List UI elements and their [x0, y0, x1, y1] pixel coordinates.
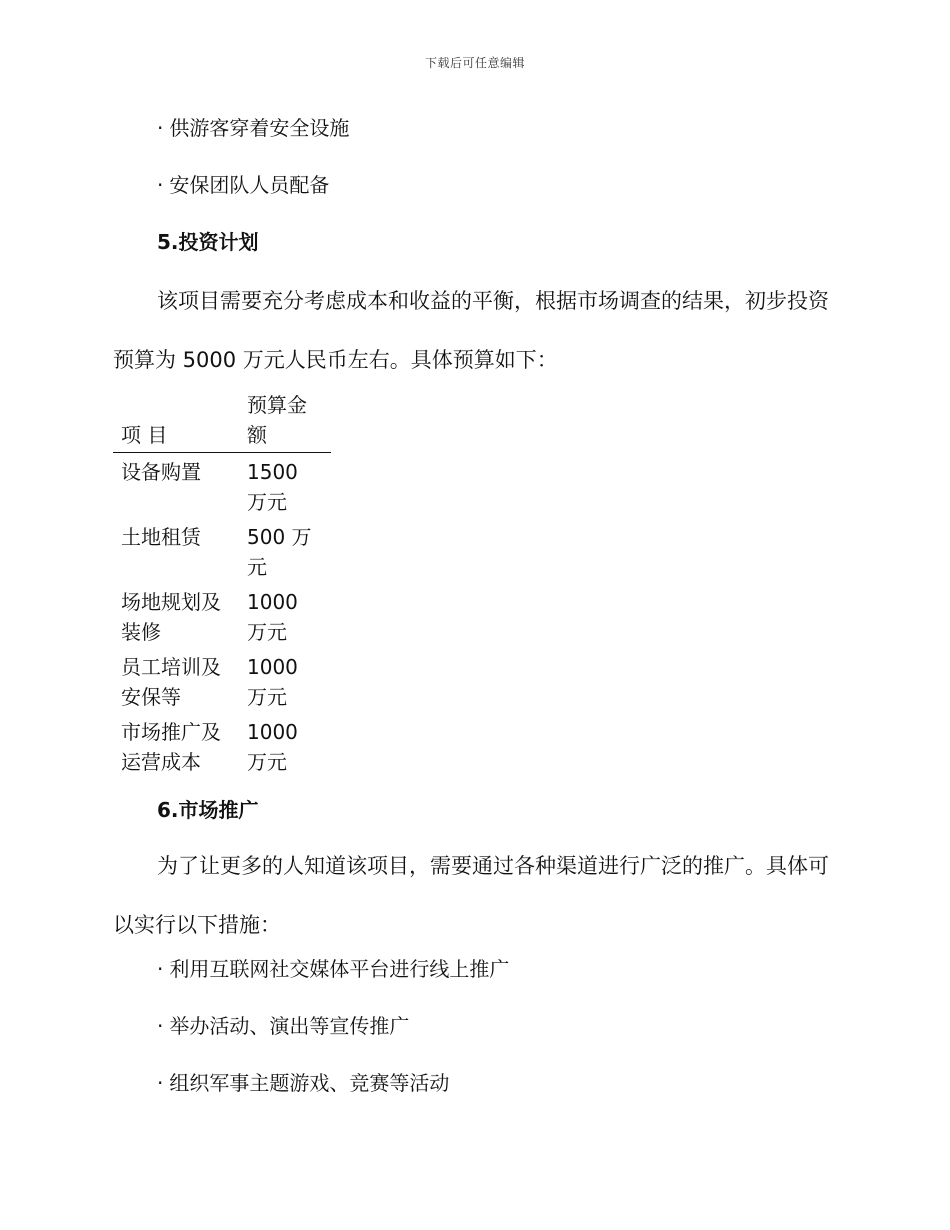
bullet-dot-icon: ·: [157, 116, 164, 140]
section-heading-investment-plan: 5.投资计划: [157, 230, 259, 254]
paragraph-investment: 该项目需要充分考虑成本和收益的平衡，根据市场调查的结果，初步投资预算为 5000 万元人民币左右。具体预算如下：: [113, 289, 829, 372]
bullet-item-online-promotion: [157, 955, 509, 983]
section-heading-marketing: 6.市场推广: [157, 798, 259, 822]
table-cell-amount: 500 万元: [247, 525, 312, 579]
table-cell-item: 场地规划及装修: [121, 590, 221, 644]
table-header-row: [113, 390, 331, 453]
bullet-dot-icon: ·: [157, 1071, 164, 1095]
paragraph-marketing: 为了让更多的人知道该项目，需要通过各种渠道进行广泛的推广。具体可以实行以下措施：: [113, 854, 829, 937]
table-header-item: 项 目: [121, 423, 168, 447]
table-cell-item: 员工培训及安保等: [121, 655, 221, 709]
table-row: [113, 713, 331, 778]
bullet-text: 安保团队人员配备: [169, 173, 330, 197]
table-header-amount: 预算金额: [247, 393, 307, 447]
bullet-item-security-team: [157, 171, 329, 199]
bullet-item-events: [157, 1012, 409, 1040]
bullet-text: 举办活动、演出等宣传推广: [169, 1014, 410, 1038]
page-header: 下载后可任意编辑: [424, 56, 525, 70]
table-cell-item: 土地租赁: [121, 525, 201, 549]
table-cell-amount: 1000 万元: [247, 655, 298, 709]
budget-table: [113, 390, 331, 778]
table-row: [113, 453, 331, 519]
table-row: [113, 648, 331, 713]
table-cell-amount: 1000 万元: [247, 590, 298, 644]
table-row: [113, 518, 331, 583]
bullet-item-games: [157, 1069, 449, 1097]
table-cell-item: 设备购置: [121, 460, 201, 484]
bullet-dot-icon: ·: [157, 173, 164, 197]
bullet-text: 利用互联网社交媒体平台进行线上推广: [169, 957, 510, 981]
table-cell-amount: 1500 万元: [247, 460, 298, 514]
table-cell-item: 市场推广及运营成本: [121, 720, 221, 774]
bullet-text: 供游客穿着安全设施: [169, 116, 350, 140]
bullet-item-safety-equipment: [157, 114, 349, 142]
bullet-dot-icon: ·: [157, 957, 164, 981]
bullet-dot-icon: ·: [157, 1014, 164, 1038]
bullet-text: 组织军事主题游戏、竞赛等活动: [169, 1071, 450, 1095]
table-row: [113, 583, 331, 648]
table-cell-amount: 1000 万元: [247, 720, 298, 774]
